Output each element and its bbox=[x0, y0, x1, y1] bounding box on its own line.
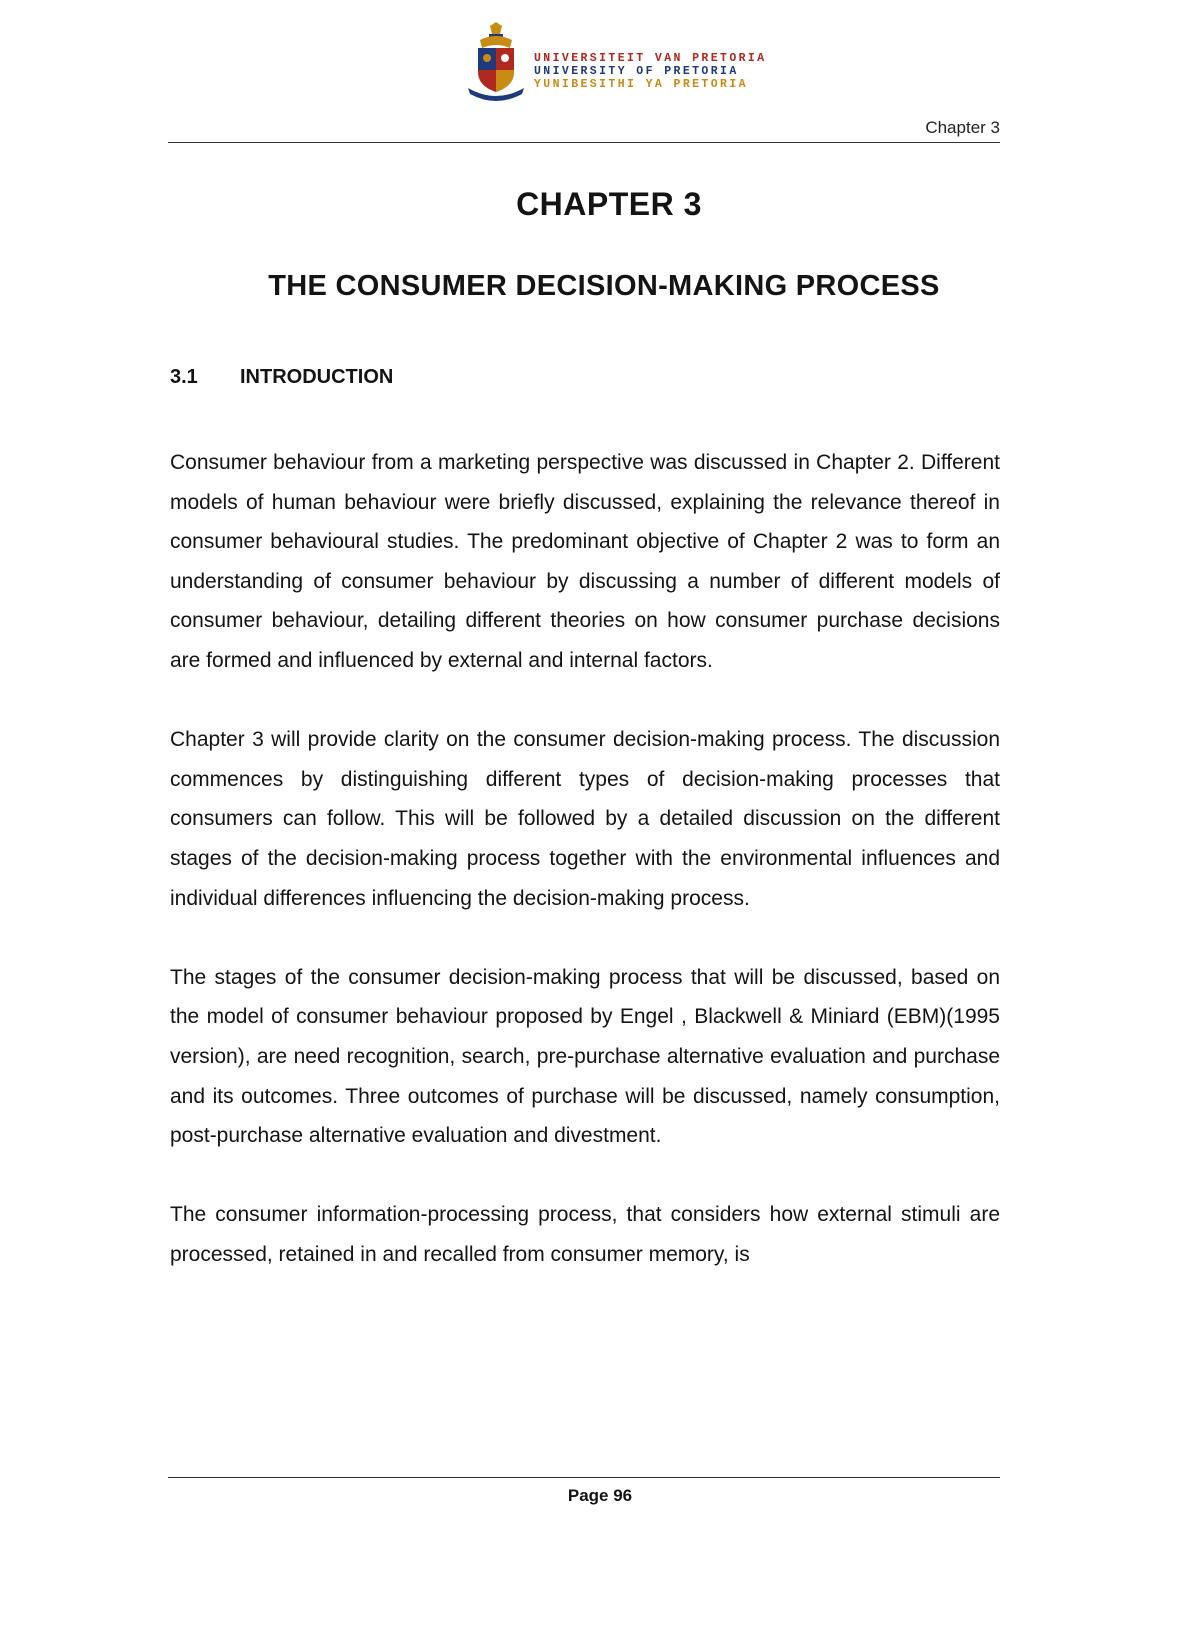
university-crest-icon bbox=[466, 22, 526, 102]
running-head: Chapter 3 bbox=[925, 118, 1000, 137]
body-text bbox=[170, 443, 1000, 1314]
section-title: INTRODUCTION bbox=[240, 366, 394, 388]
paragraph: The stages of the consumer decision-making process that will be discussed, based on the model of consumer behaviour proposed by Engel , Blackwell & Miniard (EBM)(1995 version), are need recognition, search, pre-purchase alternative evaluation and purchase and its outcomes. Three outcomes of purchase will be discussed, namely consumption, post-purchase alternative evaluation and divestment. bbox=[170, 965, 1000, 1148]
chapter-title: CHAPTER 3 bbox=[516, 186, 702, 222]
section-number: 3.1 bbox=[170, 366, 198, 388]
paragraph: Consumer behaviour from a marketing perspective was discussed in Chapter 2. Different models of human behaviour were briefly discussed, explaining the relevance thereof in consumer behavioural studies. The predominant objective of Chapter 2 was to form an understanding of consumer behaviour by discussing a number of different models of consumer behaviour, detailing different theories on how consumer purchase decisions are formed and influenced by external and internal factors. bbox=[170, 451, 1000, 672]
chapter-subtitle: THE CONSUMER DECISION-MAKING PROCESS bbox=[268, 270, 940, 302]
footer-rule bbox=[168, 1477, 1000, 1478]
university-name-english: UNIVERSITY OF PRETORIA bbox=[534, 65, 739, 78]
university-name-sepedi: YUNIBESITHI YA PRETORIA bbox=[534, 78, 748, 91]
university-logo bbox=[466, 22, 767, 102]
section-heading bbox=[170, 366, 393, 389]
page-number: Page 96 bbox=[567, 1486, 633, 1505]
university-names bbox=[534, 52, 767, 91]
header-rule bbox=[168, 142, 1000, 143]
university-name-afrikaans: UNIVERSITEIT VAN PRETORIA bbox=[534, 52, 767, 65]
paragraph: Chapter 3 will provide clarity on the consumer decision-making process. The discussion commences by distinguishing different types of decision-making processes that consumers can follow. This will be followed by a detailed discussion on the different stages of the decision-making process together with the environmental influences and individual differences influencing the decision-making process. bbox=[170, 728, 1000, 910]
paragraph: The consumer information-processing process, that considers how external stimuli are processed, retained in and recalled from consumer memory, is bbox=[170, 1203, 1000, 1266]
